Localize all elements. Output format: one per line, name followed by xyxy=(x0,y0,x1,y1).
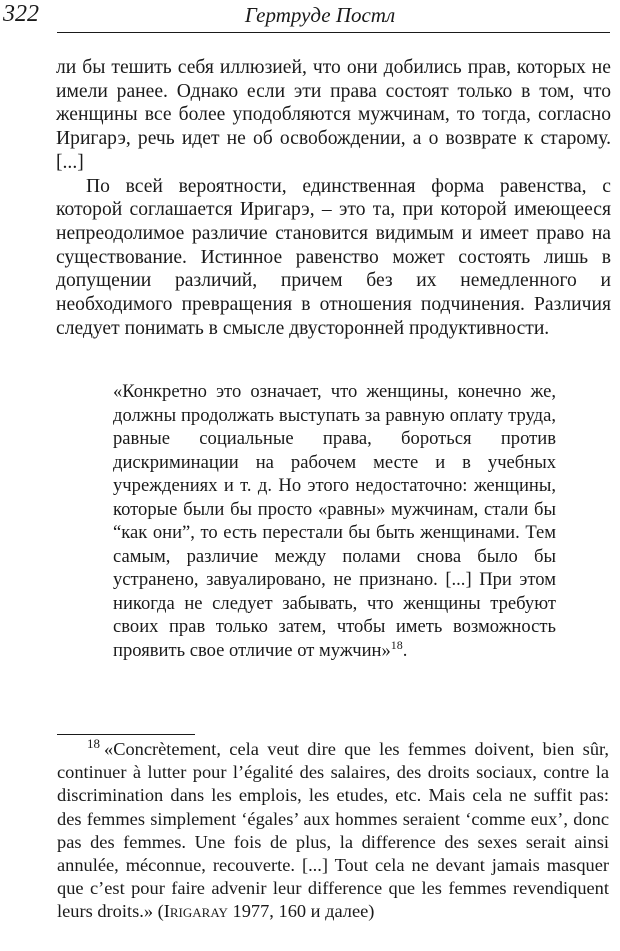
main-text xyxy=(56,56,611,340)
page-header xyxy=(0,0,620,34)
footnote-citation-author: Irigaray xyxy=(163,901,228,922)
body-paragraph-1: ли бы тешить себя иллюзией, что они добились прав, которых не имели ранее. Однако если эти права состоят только в том, что женщины все более уподобляются мужчинам, то тогда, согласно Иригарэ, речь идет не об освобождении, а о возврате к старому. [...] xyxy=(56,57,611,173)
block-quote xyxy=(113,380,556,662)
footnote-number: 18 xyxy=(87,735,100,751)
block-quote-period: . xyxy=(402,639,408,661)
body-paragraph-2: По всей вероятности, единственная форма равенства, с которой соглашается Иригарэ, – это та, при которой имеющееся непреодолимое различие становится видимым и имеет право на существование. Истинное равенство может состоять лишь в допущении различий, причем без их немедленного и необходимого превращения в отношения подчинения. Различия следует понимать в смысле двусторонней продуктивности. xyxy=(56,175,611,339)
footnote-rule xyxy=(57,734,195,735)
block-quote-text: «Конкретно это означает, что женщины, конечно же, должны продолжать выступать за равную оплату труда, равные социальные права, бороться против дискриминации на рабочем месте и в учебных учреждениях и т. д. Но этого недостаточно: женщины, которые были бы просто «равны» мужчинам, стали бы “как они”, то есть перестали бы быть женщинами. Тем самым, различие между полами снова было бы устранено, завуалировано, не признано. [...] При этом никогда не следует забывать, что женщины требуют своих прав только затем, чтобы иметь возможность проявить свое отличие от мужчин» xyxy=(113,381,556,661)
footnote-citation-rest: 1977, 160 и далее) xyxy=(227,901,375,922)
page-number: 322 xyxy=(3,1,39,27)
footnote-text: «Concrètement, cela veut dire que les femmes doivent, bien sûr, continuer à lutter pour l’égalité des salaires, des droits sociaux, contre la discrimination dans les emplois, les etudes, etc. Mais cela ne suffit pas: des femmes simplement ‘égales’ aux hommes seraient ‘comme eux’, donc pas des femmes. Une fois de plus, la difference des sexes serait ainsi annulée, méconnue, recouverte. [...] Tout cela ne devant jamais masquer que c’est pour faire advenir leur difference que les femmes revendiquent leurs droits.» xyxy=(57,739,609,922)
header-rule xyxy=(57,32,610,33)
footnote-reference: 18 xyxy=(390,637,403,652)
footnote xyxy=(57,735,609,924)
footnote-citation-open: ( xyxy=(157,901,164,922)
running-head: Гертруде Постл xyxy=(244,3,396,27)
